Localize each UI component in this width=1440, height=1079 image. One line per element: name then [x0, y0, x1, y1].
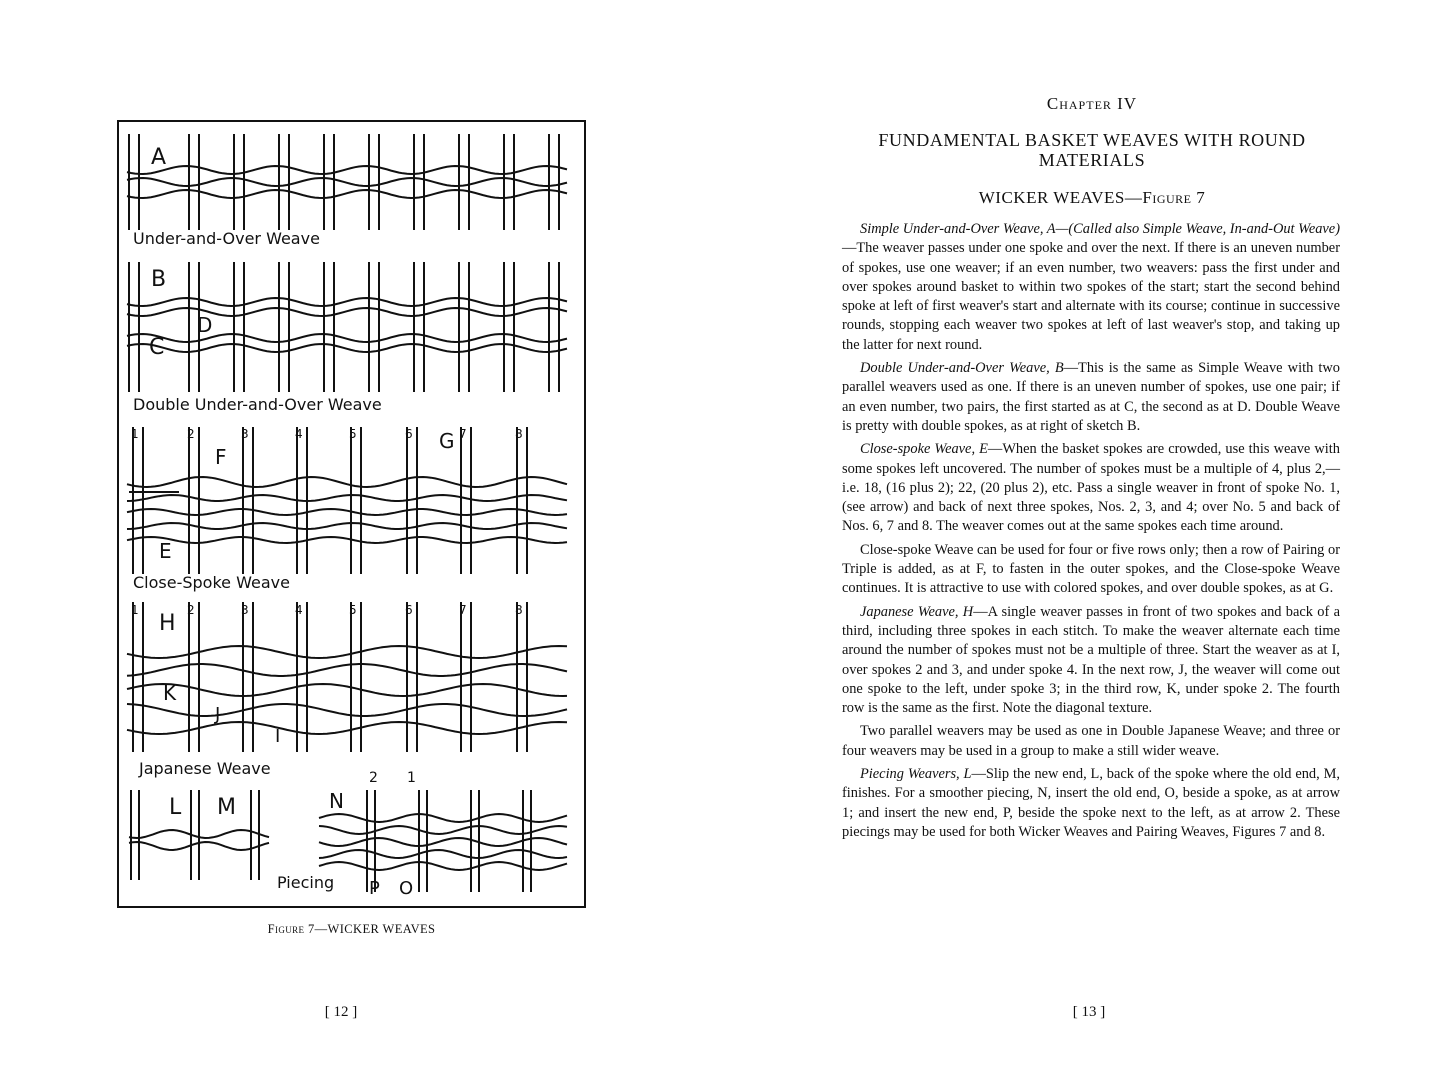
spoke-number: 8: [515, 427, 523, 441]
arrow-number: 1: [407, 770, 416, 786]
weaver: [127, 190, 567, 198]
section-subtitle: [842, 188, 1342, 208]
paragraph: [842, 765, 1340, 842]
spoke-number: 3: [241, 603, 249, 617]
paragraph-lead: Piecing Weavers, L: [860, 766, 972, 783]
weaver: [319, 838, 567, 846]
wicker-weaves-drawing: [119, 122, 584, 906]
paragraph-text: —The weaver passes under one spoke and over the next. If there is an uneven number of spokes, use one weaver; if an even number, two weavers: pass the first under and over spokes around basket to within two spokes of the start; start the second behind spoke at left of first weaver's start and alternate with its course; continue in successive rounds, stopping each weaver two spokes at left of last weaver's stop, and taking up the latter for next round.: [842, 240, 1340, 353]
body-text: [842, 220, 1340, 846]
paragraph-lead: Japanese Weave, H: [860, 603, 974, 620]
paragraph-text: —When the basket spokes are crowded, use this weave with some spokes left uncovered. The number of spokes must be a multiple of 4, plus 2,—i.e. 18, (16 plus 2); 22, (20 plus 2), etc. Pass a single weaver in front of spoke No. 1, (see arrow) and back of next three spokes, Nos. 2, 3, and 4; over No. 5 and back of Nos. 6, 7 and 8. The weaver comes out at the same spokes each time around.: [842, 441, 1340, 535]
spoke-number: 1: [131, 603, 139, 617]
paragraph: [842, 603, 1340, 719]
chapter-heading: Chapter IV: [1046, 94, 1138, 113]
weave-caption: Japanese Weave: [139, 759, 271, 778]
weaver: [127, 684, 567, 696]
spoke-number: 6: [405, 603, 413, 617]
weaver: [127, 308, 567, 316]
letter-label: L: [169, 795, 182, 820]
letter-label: E: [159, 539, 172, 563]
weaver: [319, 850, 567, 858]
weaver: [127, 477, 567, 487]
weaver: [127, 537, 567, 543]
paragraph-text: Two parallel weavers may be used as one in Double Japanese Weave; and three or four weavers may be used in a group to make a still wider weave.: [842, 723, 1340, 759]
spoke-number: 4: [295, 603, 303, 617]
weaver: [127, 664, 567, 676]
weaver: [127, 334, 567, 342]
paragraph: [842, 220, 1340, 355]
paragraph-text: —This is the same as Simple Weave with two parallel weavers used as one. If there is an uneven number of spokes, use one pair; if an even number, two pairs, the first started as at C, the second as at D. Double Weave is pretty with double spokes, as at right of sketch B.: [842, 360, 1340, 434]
letter-label: O: [399, 878, 414, 899]
section-subtitle-main: WICKER WEAVES—: [978, 188, 1143, 207]
paragraph: [842, 359, 1340, 436]
chapter-title: FUNDAMENTAL BASKET WEAVES WITH ROUND MATERIALS: [878, 130, 1306, 170]
spoke-number: 5: [349, 603, 357, 617]
paragraph-text: Close-spoke Weave can be used for four or five rows only; then a row of Pairing or Triple is added, as at F, to fasten in the outer spokes, and the Close-spoke Weave continues. It is attractive to use with colored spokes, and over double spokes, as at G.: [842, 541, 1340, 597]
weaver: [127, 495, 567, 501]
figure-caption-prefix: Figure 7: [267, 922, 315, 936]
weaver: [127, 704, 567, 716]
page-number-left: [ 12 ]: [324, 1004, 358, 1020]
letter-label: G: [439, 429, 455, 453]
paragraph-lead: Close-spoke Weave, E: [860, 441, 988, 458]
weaver: [319, 826, 567, 834]
weaver: [127, 722, 567, 734]
letter-label: A: [151, 145, 167, 170]
paragraph-lead: Simple Under-and-Over Weave, A—(Called also Simple Weave, In-and-Out Weave): [860, 221, 1340, 237]
letter-label: F: [215, 445, 227, 469]
weaver: [127, 166, 567, 174]
page-number-right: [ 13 ]: [1072, 1004, 1106, 1020]
weaver: [127, 298, 567, 306]
letter-label: H: [159, 611, 176, 636]
paragraph: [842, 440, 1340, 536]
weaver: [319, 814, 567, 822]
letter-label: D: [197, 313, 213, 337]
weaver: [127, 509, 567, 515]
spoke-number: 1: [131, 427, 139, 441]
spoke-number: 7: [459, 603, 467, 617]
spoke-number: 5: [349, 427, 357, 441]
figure-caption: [117, 922, 586, 937]
spoke-number: 6: [405, 427, 413, 441]
spoke-number: 8: [515, 603, 523, 617]
letter-label: B: [151, 267, 167, 292]
arrow-number: 2: [369, 770, 378, 786]
letter-label: I: [275, 726, 281, 747]
weaver: [127, 344, 567, 352]
weaver: [127, 646, 567, 658]
spoke-number: 7: [459, 427, 467, 441]
figure-caption-title: —WICKER WEAVES: [314, 922, 436, 936]
letter-label: C: [149, 335, 165, 360]
paragraph: [842, 722, 1340, 761]
figure-7-illustration: [117, 120, 586, 908]
letter-label: M: [217, 795, 236, 820]
letter-label: N: [329, 789, 344, 813]
spoke-number: 2: [187, 603, 195, 617]
spoke-number: 4: [295, 427, 303, 441]
paragraph-lead: Double Under-and-Over Weave, B: [860, 360, 1064, 377]
weave-caption: Under-and-Over Weave: [133, 229, 320, 248]
letter-label: J: [215, 704, 221, 725]
weave-caption: Piecing: [277, 873, 335, 892]
weave-caption: Close-Spoke Weave: [133, 573, 290, 592]
weave-caption: Double Under-and-Over Weave: [133, 395, 382, 414]
weaver: [127, 178, 567, 186]
spoke-number: 2: [187, 427, 195, 441]
paragraph: [842, 541, 1340, 599]
section-subtitle-figure: Figure 7: [1142, 188, 1206, 207]
paragraph-text: —A single weaver passes in front of two spokes and back of a third, including three spokes in each stitch. To make the weaver alternate each time around the number of spokes must not be a multiple of three. Start the weaver as at I, over spokes 2 and 3, and under spoke 4. In the next row, J, the weaver will come out one spoke to the left, under spoke 3; in the third row, K, under spoke 2. The fourth row is the same as the first. Note the diagonal texture.: [842, 603, 1340, 717]
weaver: [127, 523, 567, 529]
letter-label: P: [369, 878, 380, 899]
spoke-number: 3: [241, 427, 249, 441]
weaver: [319, 862, 567, 870]
letter-label: K: [163, 681, 177, 705]
paragraph-text: —Slip the new end, L, back of the spoke where the old end, M, finishes. For a smoother piecing, N, insert the old end, O, beside a spoke, as at arrow 1; and insert the new end, P, beside the spoke next to the left, as at arrow 2. These piecings may be used for both Wicker Weaves and Pairing Weaves, Figures 7 and 8.: [842, 766, 1340, 840]
